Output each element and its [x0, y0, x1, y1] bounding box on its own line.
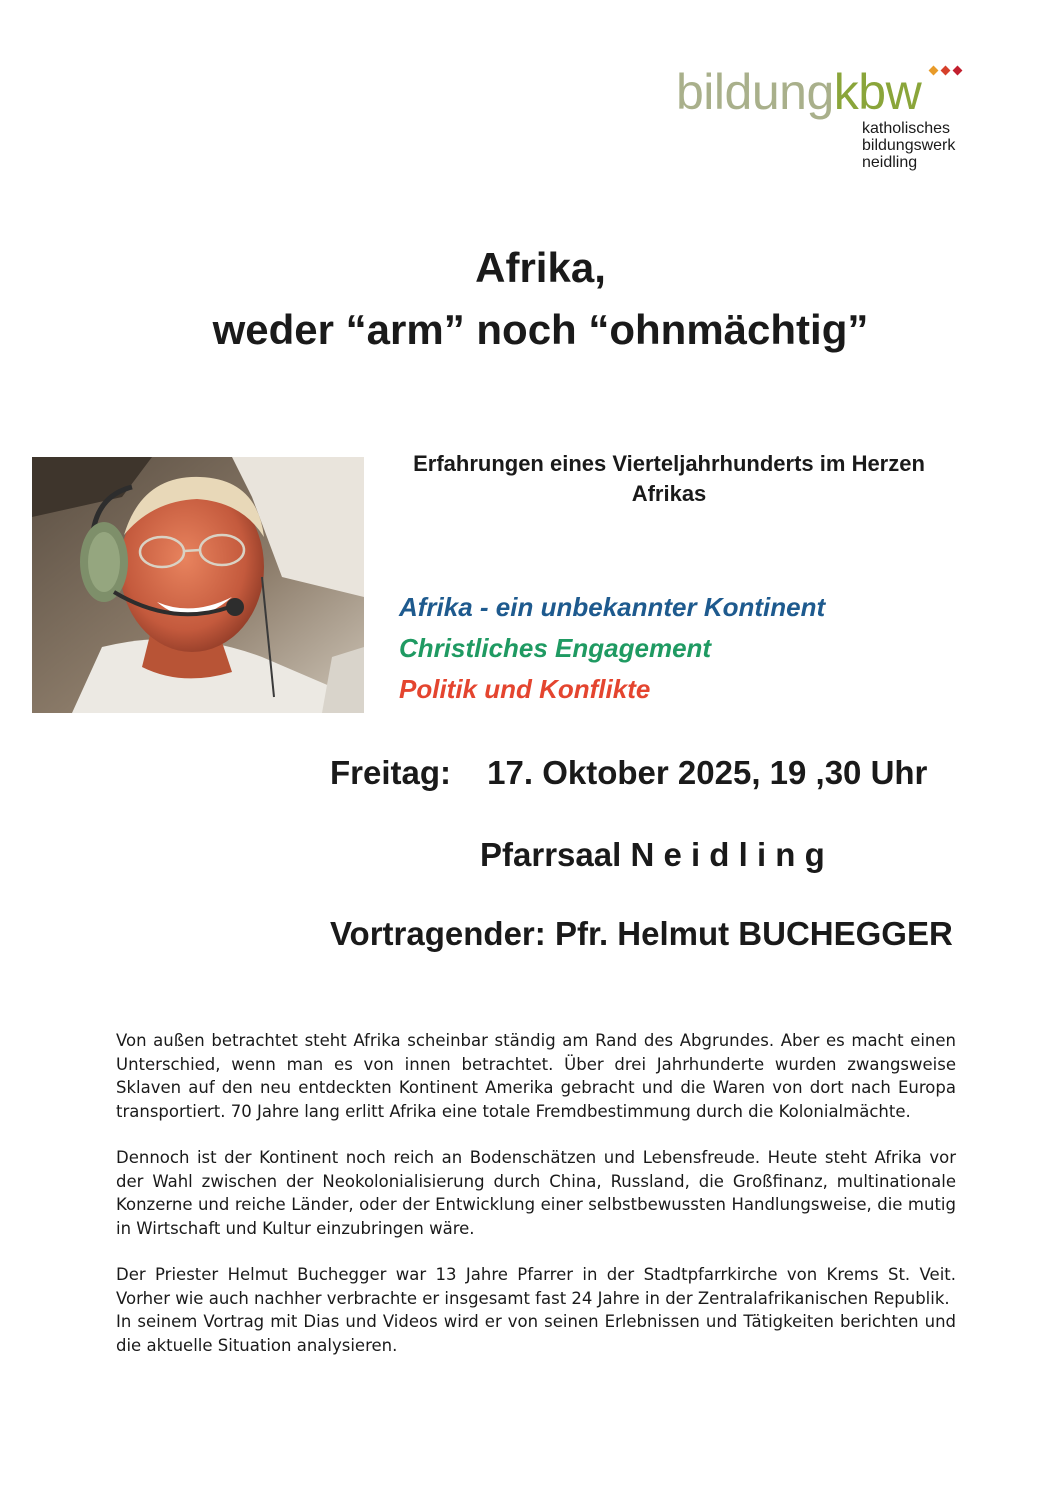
- event-speaker-label: Vortragender:: [330, 915, 546, 952]
- event-date-row: [330, 754, 927, 792]
- logo-subtitle: [862, 120, 955, 171]
- logo-dots-icon: [928, 65, 968, 77]
- logo-word-bildung: bildung: [676, 64, 834, 120]
- speaker-photo-illustration: [32, 457, 364, 713]
- event-place-name: N e i d l i n g: [630, 836, 825, 873]
- event-date-label: Freitag:: [330, 754, 452, 791]
- event-place-prefix: Pfarrsaal: [480, 836, 622, 873]
- event-subtitle: Erfahrungen eines Vierteljahrhunderts im Herzen Afrikas: [413, 451, 925, 506]
- event-speaker-name: Pfr. Helmut BUCHEGGER: [554, 915, 953, 952]
- logo-word-kbw: kbw: [833, 64, 922, 120]
- logo-sub-line: katholisches: [862, 120, 951, 137]
- event-place-row: [480, 836, 825, 874]
- kbw-logo: [676, 62, 996, 182]
- event-speaker-row: [330, 915, 953, 953]
- event-description: [116, 1029, 956, 1357]
- logo-sub-line: bildungswerk: [862, 137, 956, 154]
- topic-engagement: Christliches Engagement: [399, 633, 712, 663]
- event-date-value: 17. Oktober 2025, 19 ,30 Uhr: [487, 754, 928, 791]
- topic-politics: Politik und Konflikte: [399, 674, 651, 704]
- logo-sub-line: neidling: [862, 154, 918, 171]
- page-title-line2: weder “arm” noch “ohnmächtig”: [212, 306, 869, 353]
- description-paragraph: In seinem Vortrag mit Dias und Videos wird er von seinen Erlebnissen und Tätigkeiten berichten und die aktuelle Situation analysieren.: [116, 1312, 956, 1355]
- speaker-photo: [32, 457, 364, 713]
- description-paragraph: Der Priester Helmut Buchegger war 13 Jahre Pfarrer in der Stadtpfarrkirche von Krems St. Veit. Vorher wie auch nachher verbrachte er insgesamt fast 24 Jahre in der Zentralafrikanischen Republik.: [116, 1265, 956, 1308]
- logo-wordmark: [676, 62, 921, 122]
- description-paragraph: Dennoch ist der Kontinent noch reich an Bodenschätzen und Lebensfreude. Heute steht Afrika vor der Wahl zwischen der Neokolonialisierung durch China, Russland, die Großfinanz, multinationale Konzerne und reiche Länder, oder der Entwicklung einer selbstbewussten Handlungsweise, die mutig in Wirtschaft und Kultur einzubringen wäre.: [116, 1148, 956, 1238]
- description-paragraph: Von außen betrachtet steht Afrika scheinbar ständig am Rand des Abgrundes. Aber es macht einen Unterschied, wenn man es von innen betrachtet. Über drei Jahrhunderte wurden zwangsweise Sklaven auf den neu entdeckten Kontinent Amerika gebracht und die Waren von dort nach Europa transportiert. 70 Jahre lang erlitt Afrika eine totale Fremdbestimmung durch die Kolonialmächte.: [116, 1031, 956, 1121]
- page-title-line1: Afrika,: [475, 244, 606, 291]
- topic-continent: Afrika - ein unbekannter Kontinent: [399, 592, 826, 622]
